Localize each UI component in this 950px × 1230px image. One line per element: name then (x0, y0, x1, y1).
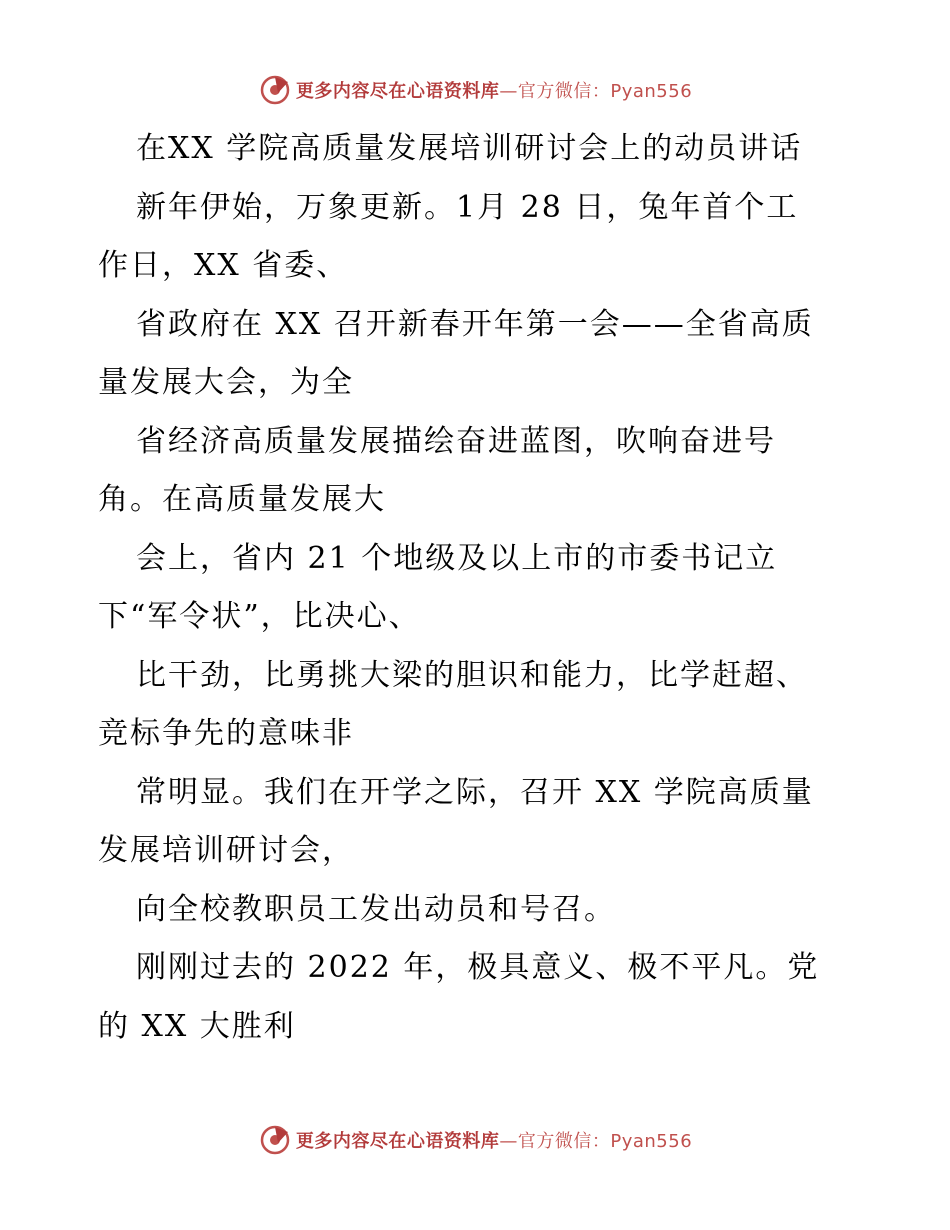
pen-logo-icon (258, 1123, 292, 1157)
paragraph-line: 的 XX 大胜利 (98, 1008, 296, 1044)
header-watermark (0, 70, 950, 110)
paragraph-line: 竞标争先的意味非 (98, 716, 354, 751)
paragraph-line: 常明显。我们在开学之际，召开 XX 学院高质量 (136, 774, 814, 810)
paragraph-line: 省经济高质量发展描绘奋进蓝图，吹响奋进号 (136, 423, 776, 459)
document-body (98, 120, 858, 1056)
paragraph-line: 发展培训研讨会， (98, 833, 354, 868)
watermark-text: 更多内容尽在心语资料库—官方微信：Pyan556 (295, 81, 693, 102)
paragraph-line: 量发展大会，为全 (98, 365, 354, 400)
document-title: 在XX 学院高质量发展培训研讨会上的动员讲话 (136, 131, 803, 166)
paragraph-line: 会上，省内 21 个地级及以上市的市委书记立 (136, 540, 778, 576)
paragraph-line: 刚刚过去的 2022 年，极具意义、极不平凡。党 (136, 950, 820, 985)
paragraph-line: 下“军令状”，比决心、 (98, 599, 421, 634)
paragraph-line: 新年伊始，万象更新。1月 28 日，兔年首个工 (136, 189, 799, 225)
watermark-text: 更多内容尽在心语资料库—官方微信：Pyan556 (295, 1131, 693, 1152)
paragraph-line: 省政府在 XX 召开新春开年第一会——全省高质 (136, 306, 814, 342)
paragraph-line: 向全校教职员工发出动员和号召。 (136, 891, 616, 927)
pen-logo-icon (258, 73, 292, 107)
footer-watermark (0, 1120, 950, 1160)
paragraph-line: 作日，XX 省委、 (98, 248, 349, 283)
paragraph-line: 比干劲，比勇挑大梁的胆识和能力，比学赶超、 (136, 657, 808, 693)
paragraph-line: 角。在高质量发展大 (98, 482, 386, 517)
